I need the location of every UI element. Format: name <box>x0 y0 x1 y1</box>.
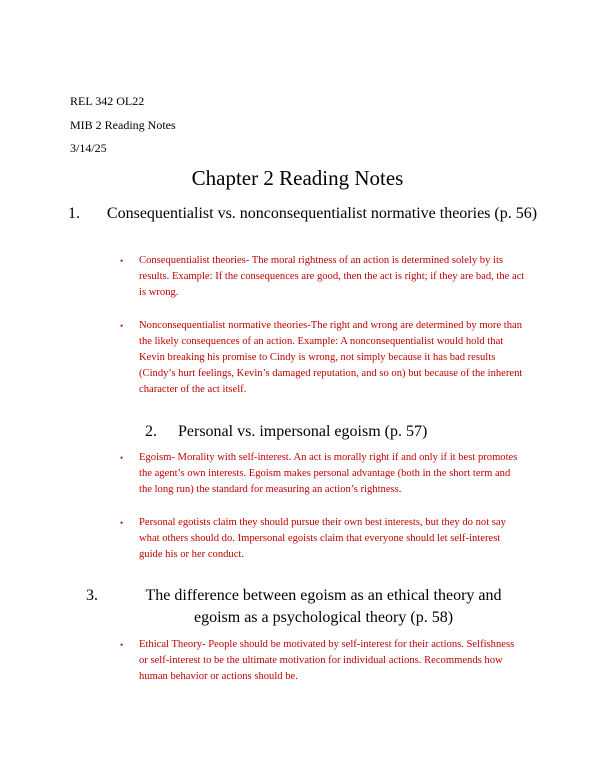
section-3-bullet-1 <box>120 637 525 685</box>
document-date: 3/14/25 <box>70 141 107 155</box>
bullet-text: Consequentialist theories- The moral rightness of an action is determined solely by its results. Example: If the consequences are good, then the act is right; if they are bad, the act is wrong. <box>139 255 525 298</box>
section-1-heading <box>68 203 540 225</box>
section-1-number: 1. <box>68 205 80 222</box>
bullet-icon: • <box>120 453 124 463</box>
section-1-bullet-2 <box>120 318 525 398</box>
section-3-heading <box>86 585 526 629</box>
bullet-text: Ethical Theory- People should be motivated by self-interest for their actions. Selfishness or self-interest to be the ultimate motivation for individual actions. Recommends how human behavior or actions should be. <box>139 639 515 682</box>
bullet-text: Personal egotists claim they should pursue their own best interests, but they do not say what others should do. Impersonal egoists claim that everyone should let self-interest guide his or her conduct. <box>139 517 506 560</box>
section-2-number: 2. <box>145 423 157 440</box>
assignment-name: MIB 2 Reading Notes <box>70 118 176 132</box>
section-2-heading <box>145 421 465 443</box>
bullet-icon: • <box>120 321 124 331</box>
section-1-bullet-1 <box>120 253 525 301</box>
course-code: REL 342 OL22 <box>70 94 145 108</box>
section-2-bullet-2 <box>120 515 525 563</box>
bullet-icon: • <box>120 640 124 650</box>
section-2-bullet-1 <box>120 450 525 498</box>
section-1-title: Consequentialist vs. nonconsequentialist normative theories (p. 56) <box>106 205 538 222</box>
bullet-icon: • <box>120 256 124 266</box>
bullet-text: Nonconsequentialist normative theories-The right and wrong are determined by more than the likely consequences of an action. Example: A nonconsequentialist would hold that Kevin breaking his promise to Cindy is wrong, not simply because it has bad results (Cindy’s hurt feelings, Kevin’s damaged reputation, and so on) but because of the inherent character of the act itself. <box>139 320 523 395</box>
section-3-title: The difference between egoism as an ethical theory and egoism as a psychological theory (p. 58) <box>145 587 502 626</box>
bullet-text: Egoism- Morality with self-interest. An act is morally right if and only if it best promotes the agent’s own interests. Egoism makes personal advantage (both in the short term and the long run) the standard for measuring an action’s rightness. <box>139 452 518 495</box>
page-title: Chapter 2 Reading Notes <box>191 166 404 190</box>
section-3-number: 3. <box>86 587 98 604</box>
section-2-title: Personal vs. impersonal egoism (p. 57) <box>178 423 428 440</box>
bullet-icon: • <box>120 518 124 528</box>
